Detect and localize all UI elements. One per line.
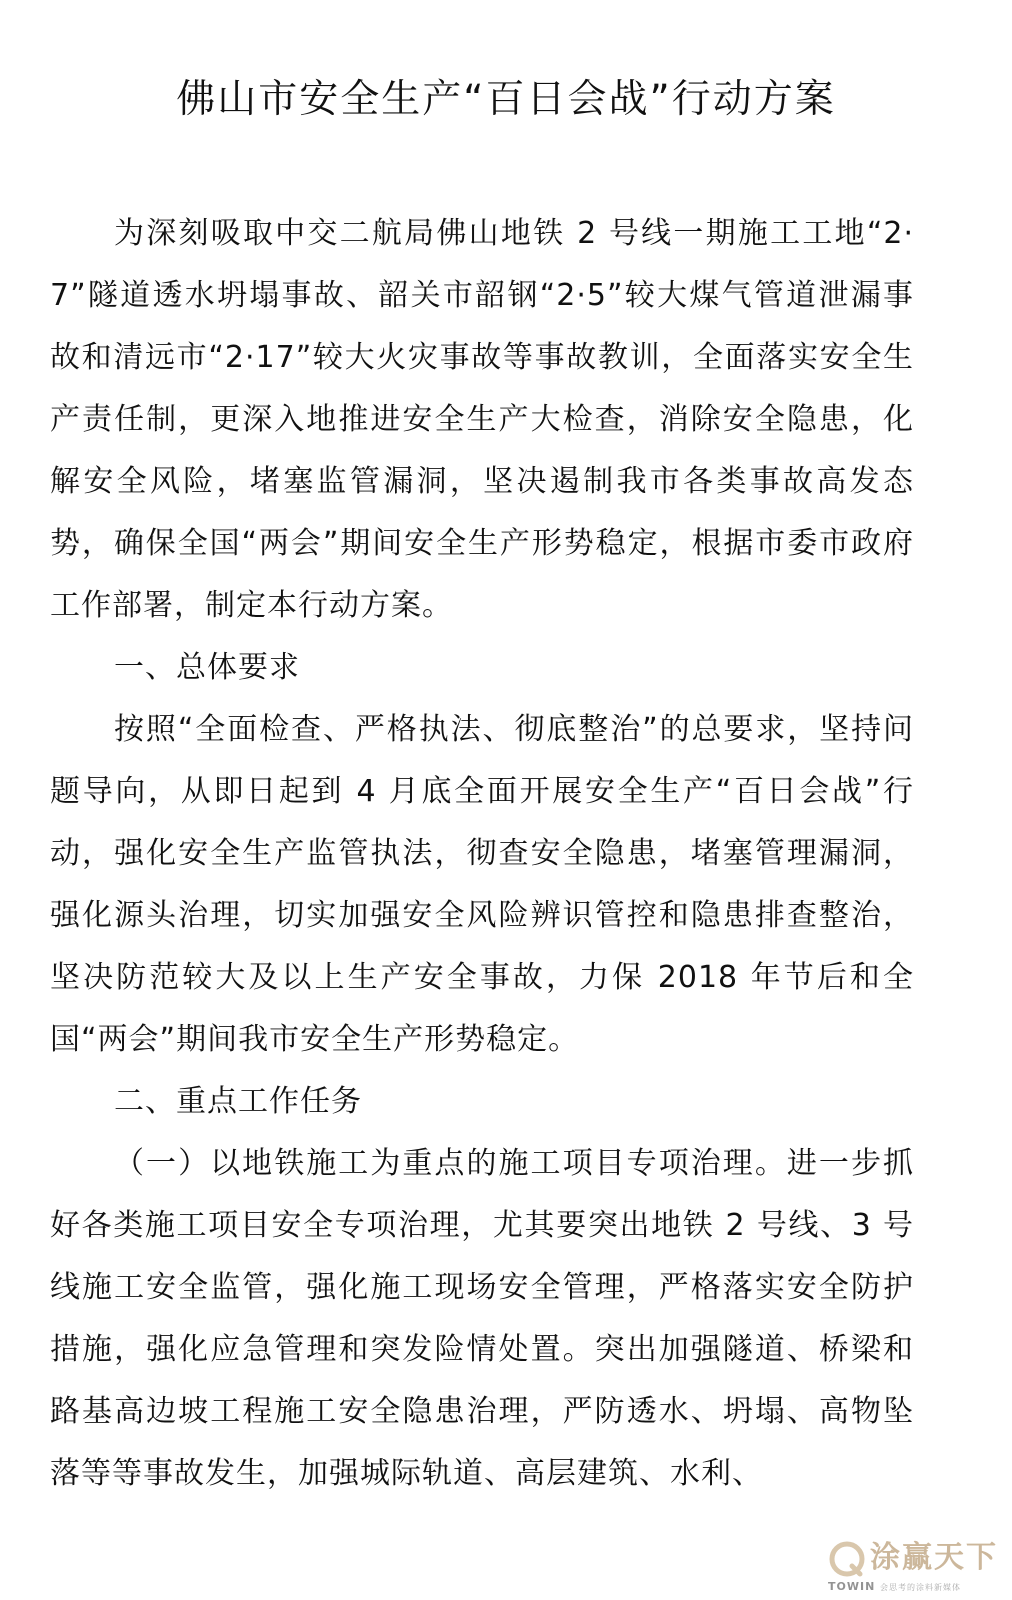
intro-paragraph: 为深刻吸取中交二航局佛山地铁 2 号线一期施工工地“2·7”隧道透水坍塌事故、韶关市韶钢“2·5”较大煤气管道泄漏事故和清远市“2·17”较大火灾事故等事故教训，全面落实安全生产责任制，更深入地推进安全生产大检查，消除安全隐患，化解安全风险，堵塞监管漏洞，坚决遏制我市各类事故高发态势，确保全国“两会”期间安全生产形势稳定，根据市委市政府工作部署，制定本行动方案。 [50,216,914,623]
document-title: 佛山市安全生产“百日会战”行动方案 [176,77,836,122]
section-1-heading: 一、总体要求 [114,650,300,685]
watermark-logo-icon [828,1540,866,1578]
watermark-tagline: 会思考的涂料新媒体 [880,1583,961,1592]
watermark-name: 涂赢天下 [870,1540,998,1575]
document-body [50,203,914,1505]
section-1-paragraph: 按照“全面检查、严格执法、彻底整治”的总要求，坚持问题导向，从即日起到 4 月底全面开展安全生产“百日会战”行动，强化安全生产监管执法，彻查安全隐患，堵塞管理漏洞，强化源头治理，切实加强安全风险辨识管控和隐患排查整治，坚决防范较大及以上生产安全事故，力保 2018 年节后和全国“两会”期间我市安全生产形势稳定。 [50,712,914,1057]
section-2-item-1-paragraph: （一）以地铁施工为重点的施工项目专项治理。进一步抓好各类施工项目安全专项治理，尤其要突出地铁 2 号线、3 号线施工安全监管，强化施工现场安全管理，严格落实安全防护措施，强化应急管理和突发险情处置。突出加强隧道、桥梁和路基高边坡工程施工安全隐患治理，严防透水、坍塌、高物坠落等等事故发生，加强城际轨道、高层建筑、水利、 [50,1146,914,1491]
section-2-heading: 二、重点工作任务 [114,1084,362,1119]
watermark-brand: TOWIN [828,1580,876,1593]
watermark [828,1534,998,1598]
